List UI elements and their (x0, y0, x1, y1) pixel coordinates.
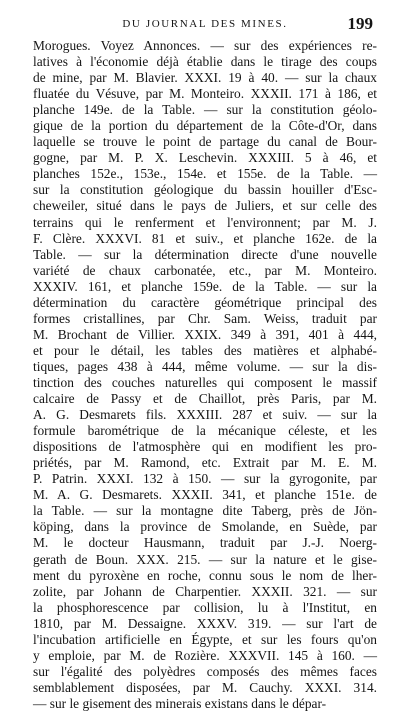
text-line: M. le docteur Hausmann, traduit par J.-J. Noerg- (33, 535, 377, 551)
text-line: M. Brochant de Villier. XXIX. 349 à 391, 401 à 444, (33, 326, 377, 342)
body-text (33, 38, 377, 712)
text-line: P. Patrin. XXXI. 132 à 150. — sur la gyrogonite, par (33, 471, 377, 487)
text-line: gerath de Boun. XXX. 215. — sur la nature et le gise- (33, 551, 377, 567)
text-line: A. G. Desmarets fils. XXXIII. 287 et suiv. — sur la (33, 407, 377, 423)
text-line: tinction des couches naturelles qui composent le massif (33, 374, 377, 390)
text-line: terrains qui le renferment et l'environnent; par M. J. (33, 214, 377, 230)
text-line: F. Clère. XXXVI. 81 et suiv., et planche 162e. de la (33, 230, 377, 246)
running-head: DU JOURNAL DES MINES. (122, 18, 288, 30)
text-line: köping, dans la province de Smolande, en Suède, par (33, 519, 377, 535)
text-line: — sur le gisement des minerais existans dans le dépar- (33, 695, 327, 711)
text-line: calcaire de Passy et de Chaillot, près Paris, par M. (33, 391, 377, 407)
text-line: formes cristallines, par Chr. Sam. Weiss, traduit par (33, 310, 377, 326)
text-line: M. A. G. Desmarets. XXXII. 341, et planche 151e. de (33, 487, 377, 503)
text-line: et pour le détail, les tables des matières et alphabé- (33, 342, 377, 358)
text-line: détermination du caractère géométrique principal des (33, 294, 377, 310)
text-line: gogne, par M. P. X. Leschevin. XXXIII. 5 à 46, et (33, 150, 377, 166)
text-line: zolite, par Johann de Charpentier. XXXII. 321. — sur (33, 583, 377, 599)
text-line: XXXIV. 161, et planche 159e. de la Table. — sur la (33, 278, 377, 294)
text-line: fluatée du Vésuve, par M. Monteiro. XXXII. 171 à 186, et (33, 86, 377, 102)
text-line: formule barométrique de la mécanique céleste, et les (33, 423, 377, 439)
text-line: planche 149e. de la Table. — sur la constitution géolo- (33, 102, 377, 118)
text-line: l'incubation artificielle en Égypte, et sur les fours qu'on (33, 631, 377, 647)
text-line: gique de la portion du département de la Côte-d'Or, dans (33, 118, 377, 134)
text-line: de mine, par M. Blavier. XXXI. 19 à 40. — sur la chaux (33, 70, 377, 86)
text-line: cheweiler, situé dans le pays de Juliers, et sur celle des (33, 198, 377, 214)
text-line: Table. — sur la détermination directe d'une nouvelle (33, 246, 377, 262)
text-line: planches 152e., 153e., 154e. et 155e. de la Table. — (33, 166, 377, 182)
text-line: priétés, par M. Ramond, etc. Extrait par M. E. M. (33, 455, 377, 471)
text-line: la Table. — sur la montagne dite Taberg, près de Jön- (33, 503, 377, 519)
text-line: ment du pyroxène en roche, connu sous le nom de lher- (33, 567, 377, 583)
text-line: 1810, par M. Dessaigne. XXXV. 319. — sur l'art de (33, 615, 377, 631)
text-line: dispositions de l'atmosphère qui en modifient les pro- (33, 439, 377, 455)
text-line: latives à l'économie déjà établie dans le tirage des coups (33, 54, 377, 70)
text-line: laquelle se trouve le point de partage du canal de Bour- (33, 134, 377, 150)
text-line: variété de chaux carbonatée, etc., par M. Monteiro. (33, 262, 377, 278)
page-number: 199 (347, 14, 373, 33)
page-header (33, 6, 377, 36)
text-line: Morogues. Voyez Annonces. — sur des expériences re- (33, 38, 377, 53)
text-line: semblablement disposées, par M. Cauchy. XXXI. 314. (33, 679, 377, 695)
text-line: y emploie, par M. de Rozière. XXXVII. 145 à 160. — (33, 647, 377, 663)
text-line: sur la constitution géologique du bassin houiller d'Esc- (33, 182, 377, 198)
text-line: sur l'égalité des polyèdres composés des mêmes faces (33, 663, 377, 679)
text-line: tiques, pages 438 à 444, même volume. — sur la dis- (33, 358, 377, 374)
text-line: la phosphorescence par collision, lu à l'Institut, en (33, 599, 377, 615)
